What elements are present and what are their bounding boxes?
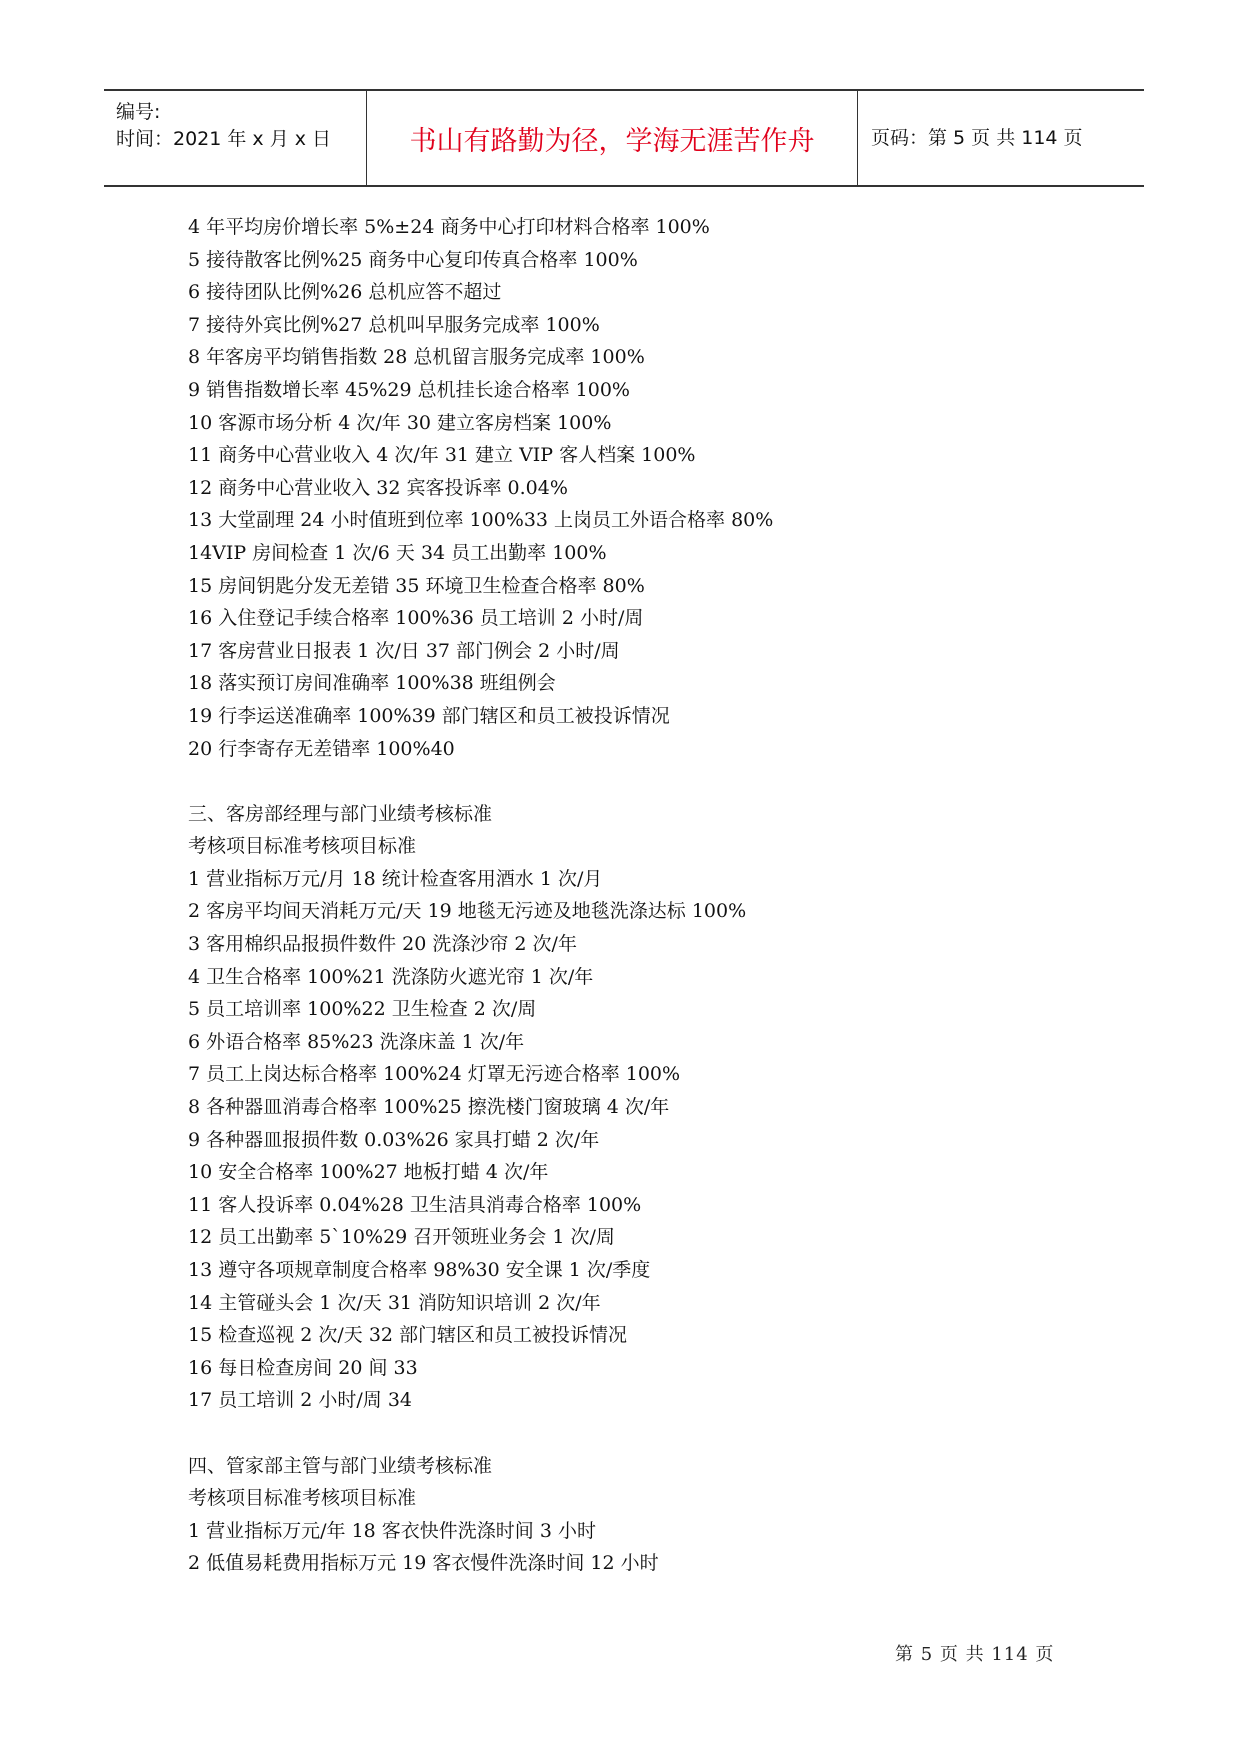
section-4-subtitle: 考核项目标准考核项目标准 [188, 1487, 417, 1510]
header-page-cell [859, 91, 1144, 185]
standard-line: 15 房间钥匙分发无差错 35 环境卫生检查合格率 80% [188, 574, 645, 597]
document-time-label: 时间：2021 年 x 月 x 日 [116, 128, 332, 150]
header-info-cell [104, 91, 367, 185]
standard-line: 10 客源市场分析 4 次/年 30 建立客房档案 100% [188, 411, 612, 434]
page-header [104, 89, 1144, 187]
standard-line: 10 安全合格率 100%27 地板打蜡 4 次/年 [188, 1161, 549, 1184]
standard-line: 8 各种器皿消毒合格率 100%25 擦洗楼门窗玻璃 4 次/年 [188, 1096, 670, 1119]
standard-line: 16 入住登记手续合格率 100%36 员工培训 2 小时/周 [188, 607, 644, 630]
standard-line: 1 营业指标万元/月 18 统计检查客用酒水 1 次/月 [188, 867, 603, 890]
standard-line: 19 行李运送准确率 100%39 部门辖区和员工被投诉情况 [188, 704, 670, 727]
standard-line: 14VIP 房间检查 1 次/6 天 34 员工出勤率 100% [188, 541, 607, 564]
standard-line: 1 营业指标万元/年 18 客衣快件洗涤时间 3 小时 [188, 1519, 596, 1542]
header-motto-cell [367, 91, 858, 185]
standard-line: 18 落实预订房间准确率 100%38 班组例会 [188, 672, 556, 695]
standard-line: 8 年客房平均销售指数 28 总机留言服务完成率 100% [188, 346, 645, 369]
document-body [188, 211, 1128, 1580]
standard-line: 7 接待外宾比例%27 总机叫早服务完成率 100% [188, 313, 600, 336]
standard-line: 17 客房营业日报表 1 次/日 37 部门例会 2 小时/周 [188, 639, 620, 662]
section-4-list [188, 1515, 1128, 1580]
standard-line: 17 员工培训 2 小时/周 34 [188, 1389, 413, 1412]
standard-line: 3 客用棉织品报损件数件 20 洗涤沙帘 2 次/年 [188, 933, 577, 956]
standard-line: 7 员工上岗达标合格率 100%24 灯罩无污迹合格率 100% [188, 1063, 681, 1086]
standard-line: 16 每日检查房间 20 间 33 [188, 1356, 418, 1379]
standard-line: 6 外语合格率 85%23 洗涤床盖 1 次/年 [188, 1030, 525, 1053]
section-gap [188, 1417, 1128, 1450]
standard-line: 4 卫生合格率 100%21 洗涤防火遮光帘 1 次/年 [188, 965, 594, 988]
standard-line: 11 商务中心营业收入 4 次/年 31 建立 VIP 客人档案 100% [188, 444, 696, 467]
standard-line: 2 客房平均间天消耗万元/天 19 地毯无污迹及地毯洗涤达标 100% [188, 900, 747, 923]
document-number-label: 编号: [116, 101, 161, 123]
standard-line: 4 年平均房价增长率 5%±24 商务中心打印材料合格率 100% [188, 216, 710, 238]
standard-line: 13 遵守各项规章制度合格率 98%30 安全课 1 次/季度 [188, 1259, 651, 1281]
header-page-code: 页码：第 5 页 共 114 页 [871, 127, 1083, 149]
standard-line: 9 各种器皿报损件数 0.03%26 家具打蜡 2 次/年 [188, 1128, 600, 1151]
standard-line: 13 大堂副理 24 小时值班到位率 100%33 上岗员工外语合格率 80% [188, 509, 774, 532]
standard-line: 12 员工出勤率 5`10%29 召开领班业务会 1 次/周 [188, 1226, 615, 1249]
section-4-title: 四、管家部主管与部门业绩考核标准 [188, 1454, 493, 1477]
standard-line: 11 客人投诉率 0.04%28 卫生洁具消毒合格率 100% [188, 1193, 642, 1216]
standards-list-continued [188, 211, 1128, 765]
motto-text: 书山有路勤为径，学海无涯苦作舟 [409, 126, 815, 157]
standard-line: 15 检查巡视 2 次/天 32 部门辖区和员工被投诉情况 [188, 1324, 628, 1347]
standard-line: 6 接待团队比例%26 总机应答不超过 [188, 281, 502, 304]
standard-line: 2 低值易耗费用指标万元 19 客衣慢件洗涤时间 12 小时 [188, 1552, 659, 1575]
section-3-subtitle: 考核项目标准考核项目标准 [188, 835, 417, 858]
page-footer: 第 5 页 共 114 页 [895, 1644, 1055, 1665]
standard-line: 9 销售指数增长率 45%29 总机挂长途合格率 100% [188, 378, 630, 401]
standard-line: 12 商务中心营业收入 32 宾客投诉率 0.04% [188, 476, 568, 499]
section-gap [188, 765, 1128, 798]
standard-line: 5 员工培训率 100%22 卫生检查 2 次/周 [188, 998, 537, 1021]
section-3-title: 三、客房部经理与部门业绩考核标准 [188, 802, 493, 825]
section-3-list [188, 863, 1128, 1417]
standard-line: 14 主管碰头会 1 次/天 31 消防知识培训 2 次/年 [188, 1291, 601, 1314]
standard-line: 5 接待散客比例%25 商务中心复印传真合格率 100% [188, 248, 638, 271]
standard-line: 20 行李寄存无差错率 100%40 [188, 737, 455, 760]
